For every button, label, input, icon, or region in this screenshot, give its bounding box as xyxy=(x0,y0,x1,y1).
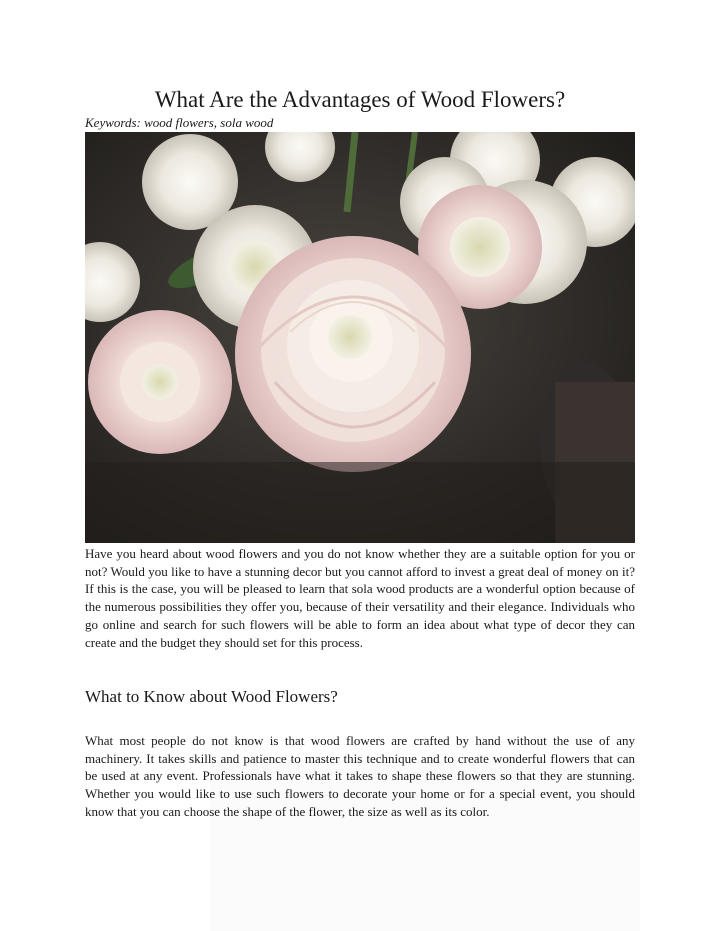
intro-paragraph: Have you heard about wood flowers and you do not know whether they are a suitable option for you or not? Would you like to have a stunning decor but you cannot afford to invest a great deal of money on it? If this is the case, you will be pleased to learn that sola wood products are a wonderful option because of the numerous possibilities they offer you, because of their versatility and their elegance. Individuals who go online and search for such flowers will be able to form an idea about what type of decor they can create and the budget they should set for this process. xyxy=(85,546,635,650)
section-heading: What to Know about Wood Flowers? xyxy=(85,687,338,706)
section-paragraph: What most people do not know is that wood flowers are crafted by hand without the use of any machinery. It takes skills and patience to master this technique and to create wonderful flowers that can be used at any event. Professionals have what it takes to shape these flowers so that they are stunning. Whether you would like to use such flowers to decorate your home or for a special event, you should know that you can choose the shape of the flower, the size as well as its color. xyxy=(85,733,635,819)
page-title: What Are the Advantages of Wood Flowers? xyxy=(154,87,566,112)
ranunculus-photo xyxy=(85,132,635,543)
keywords-line: Keywords: wood flowers, sola wood xyxy=(85,115,274,130)
